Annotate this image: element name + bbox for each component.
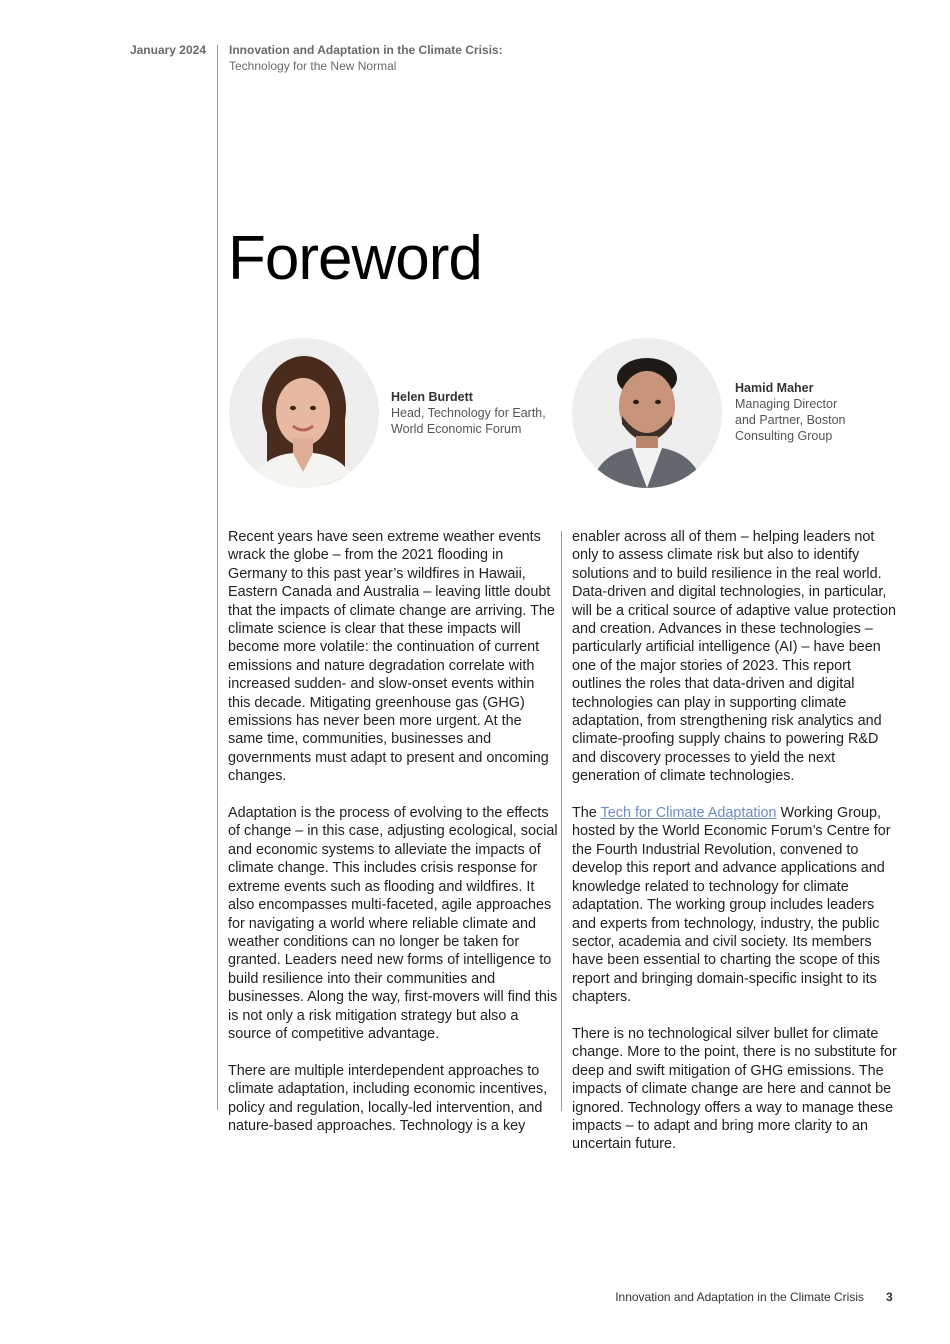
- author-info-hamid: [735, 380, 875, 444]
- author-role-line: Managing Director: [735, 397, 838, 411]
- body-column-right: [572, 528, 902, 1172]
- paragraph: enabler across all of them – helping leaders not only to assess climate risk but also to identify solutions and to build resilience in the real world. Data-driven and digital technologies, in particular, will be a critical source of adaptive value protection and creation. Advances in these technologies – particularly artificial intelligence (AI) – have been one of the major stories of 2023. This report outlines the roles that data-driven and digital technologies can play in supporting climate adaptation, from strengthening risk analytics and climate-proofing supply chains to powering R&D and discovery processes to yield the next generation of climate technologies.: [572, 529, 896, 785]
- author-name: Hamid Maher: [735, 381, 814, 395]
- header-subtitle: Technology for the New Normal: [229, 59, 397, 73]
- tech-for-climate-adaptation-link[interactable]: Tech for Climate Adaptation: [600, 805, 777, 822]
- page-title: Foreword: [228, 224, 482, 293]
- author-role-line: World Economic Forum: [391, 422, 522, 436]
- header-date: January 2024: [129, 43, 206, 57]
- paragraph: Recent years have seen extreme weather events wrack the globe – from the 2021 flooding in Germany to this past year’s wildfires in Hawaii, Eastern Canada and Australia – leaving little doubt that the impacts of climate change are arriving. The climate science is clear that these impacts will become more volatile: the continuation of current emissions and nature degradation correlate with increased sudden- and slow-onset events within this decade. Mitigating greenhouse gas (GHG) emissions has never been more urgent. At the same time, communities, businesses and governments must adapt to present and oncoming changes.: [228, 529, 555, 785]
- author-role-line: Head, Technology for Earth,: [391, 406, 546, 420]
- paragraph-text: Working Group, hosted by the World Economic Forum’s Centre for the Fourth Industrial Revolution, convened to develop this report and advance applications and knowledge related to technology for climate adaptation. The working group includes leaders and experts from technology, industry, the public sector, academia and civil society. Its members have been essential to charting the scope of this report and bringing domain-specific insight to its chapters.: [572, 805, 891, 1006]
- page-number: 3: [886, 1290, 893, 1304]
- author-name: Helen Burdett: [391, 390, 473, 404]
- paragraph: There is no technological silver bullet for climate change. More to the point, there is no substitute for deep and swift mitigation of GHG emissions. The impacts of climate change are here and cannot be ignored. Technology offers a way to manage these impacts – to adapt and bring more clarity to an uncertain future.: [572, 1025, 897, 1153]
- column-divider: [561, 531, 562, 1111]
- paragraph: Adaptation is the process of evolving to the effects of change – in this case, adjusting ecological, social and economic systems to alleviate the impacts of climate change. This includes crisis response for extreme events such as flooding and wildfires. It also encompasses multi-faceted, agile approaches for navigating a world where reliable climate and weather conditions can no longer be taken for granted. Leaders need new forms of intelligence to build resilience into their communities and businesses. Along the way, first-movers will find this is not only a risk mitigation strategy but also a source of competitive advantage.: [228, 805, 558, 1042]
- paragraph: There are multiple interdependent approaches to climate adaptation, including economic incentives, policy and regulation, locally-led intervention, and nature-based approaches. Technology is a key: [228, 1062, 548, 1134]
- body-column-left: [228, 528, 558, 1154]
- author-portrait-hamid: [572, 338, 722, 488]
- paragraph-text: The: [572, 805, 601, 822]
- author-portrait-helen: [229, 338, 379, 488]
- left-vertical-rule: [217, 45, 218, 1110]
- paragraph: [572, 804, 902, 1006]
- footer-title: Innovation and Adaptation in the Climate Crisis: [615, 1290, 864, 1304]
- author-role-line: Consulting Group: [735, 429, 833, 443]
- header-title: Innovation and Adaptation in the Climate Crisis:: [229, 43, 503, 57]
- author-info-helen: [391, 389, 551, 437]
- author-role-line: and Partner, Boston: [735, 413, 846, 427]
